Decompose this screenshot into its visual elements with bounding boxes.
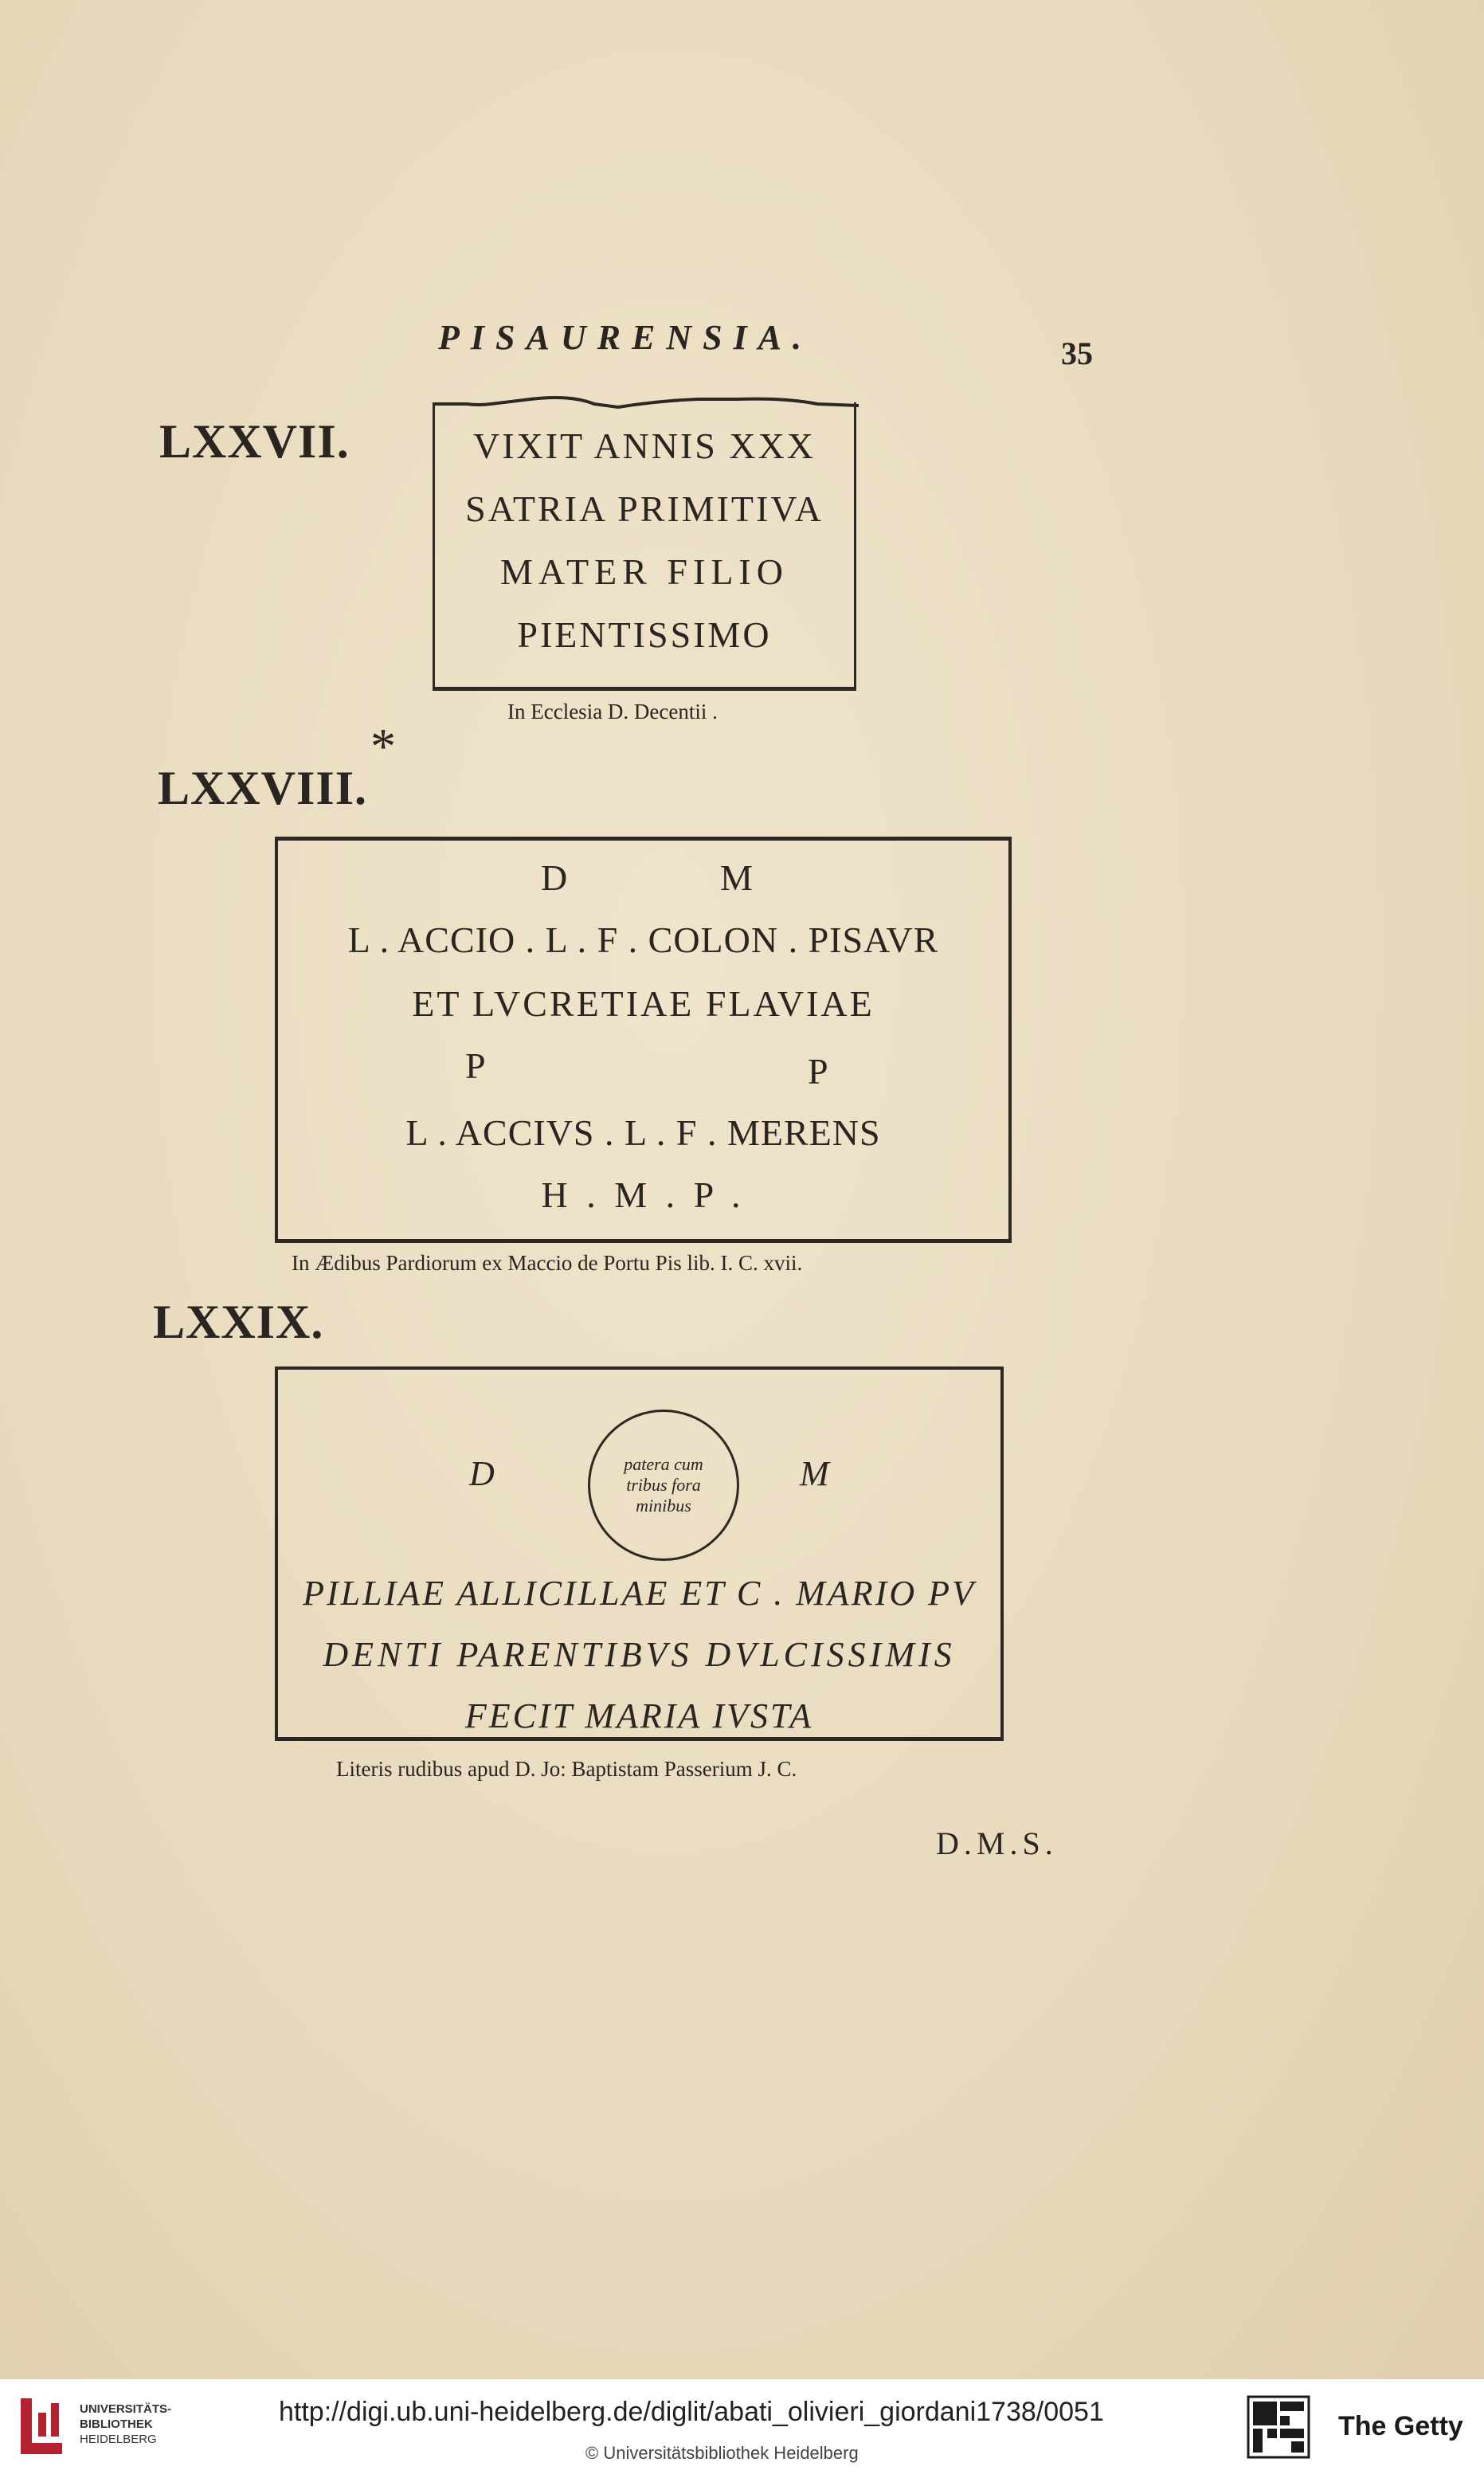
inscription-line: VIXIT ANNIS XXX (472, 425, 816, 466)
inscription-numeral: LXXVIII. (158, 762, 368, 814)
inscription-letter: M (800, 1454, 832, 1493)
inscription-caption: Literis rudibus apud D. Jo: Baptistam Passerium J. C. (336, 1757, 797, 1781)
university-library-logo (18, 2395, 65, 2457)
patera-label: minibus (636, 1496, 691, 1515)
decorative-wavy-rule (435, 396, 859, 415)
inscription-line: L . ACCIVS . L . F . MERENS (405, 1112, 881, 1153)
library-name-line: UNIVERSITÄTS- (80, 2402, 172, 2416)
inscription-line: PILLIAE ALLICILLAE ET C . MARIO PV (303, 1574, 976, 1613)
permalink-url[interactable]: http://digi.ub.uni-heidelberg.de/diglit/abati_olivieri_giordani1738/0051 (279, 2397, 1104, 2427)
inscription-letter: P (465, 1045, 488, 1086)
inscription-letter: D (541, 857, 570, 898)
inscription-line: L . ACCIO . L . F . COLON . PISAVR (347, 919, 939, 960)
inscription-line: H . M . P . (541, 1174, 746, 1215)
getty-logo-icon (1247, 2395, 1310, 2463)
inscription-line: SATRIA PRIMITIVA (465, 488, 824, 529)
inscription-line: PIENTISSIMO (517, 614, 772, 655)
page-number: 35 (1061, 335, 1093, 371)
patera-label: tribus fora (626, 1475, 701, 1495)
inscription-letter: P (808, 1051, 831, 1092)
inscription-box (275, 837, 1012, 1243)
viewer-footer (0, 2378, 1484, 2482)
patera-emblem (588, 1410, 739, 1561)
inscription-numeral: LXXVII. (159, 415, 350, 468)
partner-name: The Getty (1338, 2411, 1463, 2441)
running-header: PISAURENSIA. (438, 318, 813, 357)
inscription-caption: In Ædibus Pardiorum ex Maccio de Portu Pis lib. I. C. xvii. (292, 1251, 803, 1275)
copyright-notice: © Universitätsbibliothek Heidelberg (585, 2443, 859, 2463)
library-name (80, 2402, 171, 2447)
inscription-box (275, 1366, 1004, 1741)
inscription-line: ET LVCRETIAE FLAVIAE (412, 983, 875, 1024)
inscription-numeral: LXXIX. (153, 1296, 324, 1348)
inscription-caption: In Ecclesia D. Decentii . (507, 700, 718, 723)
inscription-box (433, 402, 856, 691)
inscription-letter: M (720, 857, 755, 898)
library-name-line: BIBLIOTHEK (80, 2417, 153, 2431)
patera-label: patera cum (624, 1454, 703, 1474)
inscription-line: DENTI PARENTIBVS DVLCISSIMIS (323, 1635, 956, 1674)
library-name-line: HEIDELBERG (80, 2433, 157, 2446)
trailing-text: D.M.S. (936, 1825, 1058, 1861)
inscription-line: MATER FILIO (500, 551, 789, 592)
asterisk-marker: * (370, 718, 396, 774)
inscription-letter: D (469, 1454, 497, 1493)
inscription-line: FECIT MARIA IVSTA (464, 1696, 814, 1735)
